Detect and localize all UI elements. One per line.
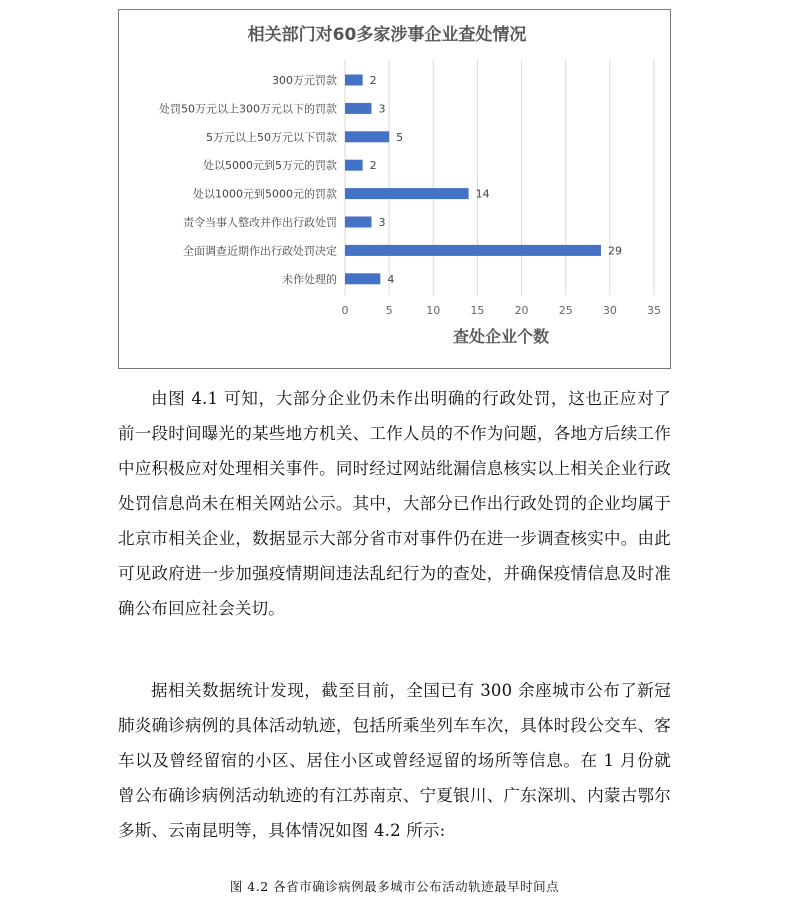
bar-value-label: 3 (378, 102, 386, 116)
x-tick-label: 25 (558, 304, 573, 317)
category-label: 处以5000元到5万元的罚款 (203, 159, 337, 173)
x-tick-label: 10 (426, 304, 441, 317)
x-tick-label: 15 (470, 304, 485, 317)
figure-caption: 图 4.2 各省市确诊病例最多城市公布活动轨迹最早时间点 (229, 879, 560, 894)
bar (345, 245, 601, 256)
paragraph-1: 由图 4.1 可知，大部分企业仍未作出明确的行政处罚，这也正应对了前一段时间曝光的某些地方机关、工作人员的不作为问题，各地方后续工作中应积极应对处理相关事件。同时经过网站纰漏信息核实以上相关企业行政处罚信息尚未在相关网站公示。其中，大部分已作出行政处罚的企业均属于北京市相关企业，数据显示大部分省市对事件仍在进一步调查核实中。由此可见政府进一步加强疫情期间违法乱纪行为的查处，并确保疫情信息及时准确公布回应社会关切。 (118, 389, 671, 618)
bar (345, 160, 363, 171)
x-tick-label: 35 (647, 304, 661, 317)
category-label: 未作处理的 (282, 272, 337, 286)
category-label: 300万元罚款 (272, 74, 337, 87)
x-tick-label: 0 (341, 304, 349, 317)
bar-value-label: 2 (369, 74, 377, 87)
bar (345, 103, 371, 114)
category-label: 责令当事人整改并作出行政处罚 (183, 216, 337, 229)
category-label: 处以1000元到5000元的罚款 (193, 187, 337, 201)
x-tick-label: 5 (385, 304, 393, 317)
x-tick-label: 20 (514, 304, 529, 317)
bar (345, 273, 380, 284)
bar (345, 131, 389, 142)
bar (345, 188, 469, 199)
category-label: 处罚50万元以上300万元以下的罚款 (159, 102, 337, 116)
bar-value-label: 29 (608, 244, 623, 258)
bar (345, 217, 371, 228)
bar-value-label: 2 (369, 159, 377, 173)
bar-value-label: 3 (378, 216, 386, 229)
chart-figure (118, 9, 671, 369)
chart-title: 相关部门对60多家涉事企业查处情况 (247, 25, 527, 45)
category-label: 全面调查近期作出行政处罚决定 (183, 244, 337, 258)
paragraph-2: 据相关数据统计发现，截至目前，全国已有 300 余座城市公布了新冠肺炎确诊病例的具体活动轨迹，包括所乘坐列车车次，具体时段公交车、客车以及曾经留宿的小区、居住小区或曾经逗留的场所等信息。在 1 月份就曾公布确诊病例活动轨迹的有江苏南京、宁夏银川、广东深圳、内蒙古鄂尔多斯、云南昆明等，具体情况如图 4.2 所示: (118, 681, 671, 840)
bar (345, 75, 363, 86)
bar-value-label: 14 (475, 187, 490, 201)
category-label: 5万元以上50万元以下罚款 (206, 130, 337, 144)
bar-value-label: 5 (396, 130, 404, 144)
x-tick-label: 30 (602, 304, 617, 317)
x-axis-label: 查处企业个数 (452, 327, 550, 346)
bar-value-label: 4 (387, 272, 395, 286)
bar-chart (119, 10, 670, 368)
